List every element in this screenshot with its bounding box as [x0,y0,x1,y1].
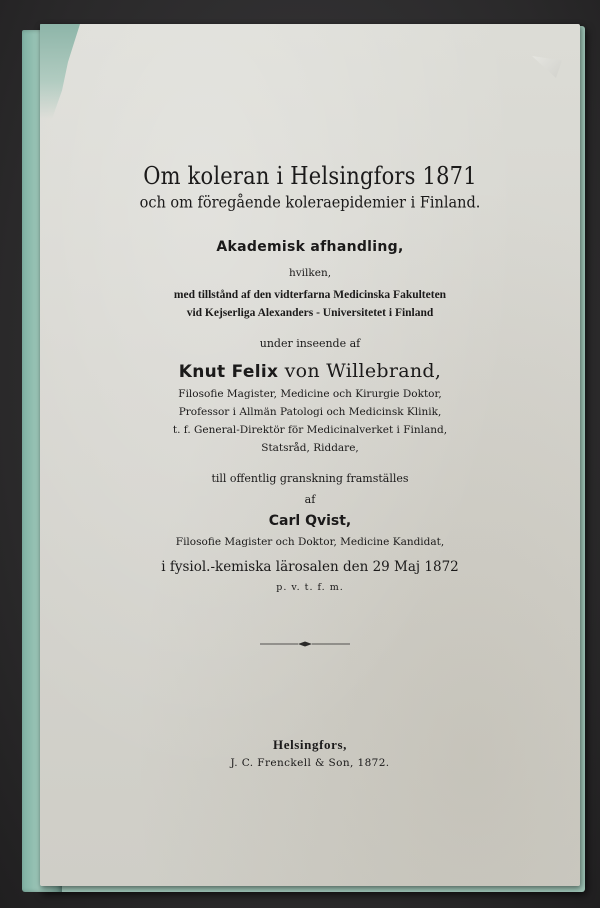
supervisor-name [40,360,580,382]
supervision-line: under inseende af [259,337,361,350]
publisher-line: J. C. Frenckell & Son, 1872. [230,757,390,769]
ptfm-line: p. v. t. f. m. [276,582,344,593]
examination-line: till offentlig granskning framställes [211,472,409,485]
supervisor-surname: von Willebrand, [278,360,442,382]
permission-line-2: vid Kejserliga Alexanders - Universitetet i Finland [186,307,434,319]
title-page [40,24,580,886]
supervisor-credential: Statsråd, Riddare, [261,442,359,454]
respondent-credentials: Filosofie Magister och Doktor, Medicine Kandidat, [175,536,445,548]
dissertation-kind: Akademisk afhandling, [216,239,404,255]
publication-city: Helsingfors, [272,737,347,752]
supervisor-credential: Filosofie Magister, Medicine och Kirurgie Doktor, [178,388,442,400]
title-page-text [40,24,580,886]
supervisor-credential: Professor i Allmän Patologi och Medicinsk Klinik, [178,406,442,418]
hvilken-line: hvilken, [288,267,332,279]
place-and-date: i fysiol.-kemiska lärosalen den 29 Maj 1872 [161,559,459,575]
dissertation-subtitle: och om föregående koleraepidemier i Finland. [139,194,481,212]
respondent-name: Carl Qvist, [268,513,352,529]
dissertation-title: Om koleran i Helsingfors 1871 [143,162,477,190]
af-line: af [304,493,316,506]
permission-line-1: med tillstånd af den vidterfarna Medicinska Fakulteten [173,289,447,301]
ornamental-divider [260,641,350,647]
supervisor-credential: t. f. General-Direktör för Medicinalverket i Finland, [172,424,448,436]
supervisor-first-names: Knut Felix [178,362,279,382]
